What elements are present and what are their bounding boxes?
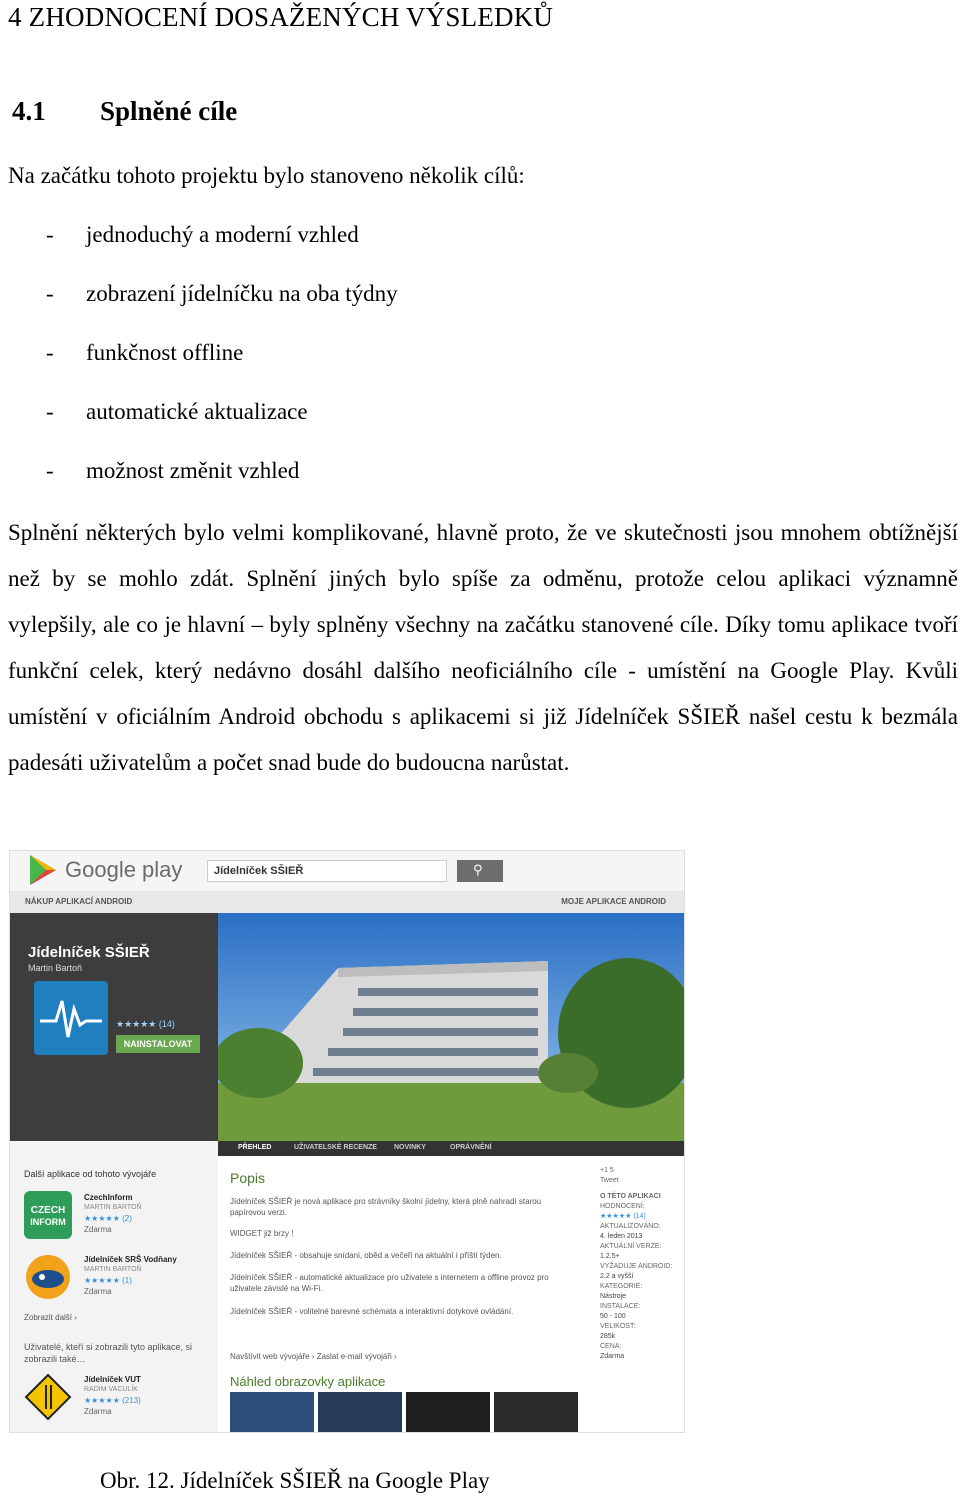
meta-label: INSTALACE: — [600, 1303, 641, 1310]
description-line: Jídelníček SŠIEŘ - automatické aktualizace pro uživatele s internetem a offline provoz pro uživatele závislé na Wi-Fi. — [230, 1273, 549, 1293]
more-apps-title: Další aplikace od tohoto vývojáře — [24, 1169, 157, 1179]
app-meta — [600, 1166, 680, 1362]
search-button[interactable] — [457, 860, 503, 882]
section-number: 4.1 — [12, 96, 46, 126]
list-item: - zobrazení jídelníčku na oba týdny — [46, 281, 398, 306]
list-item-text: funkčnost offline — [86, 340, 244, 365]
google-play-screenshot — [9, 850, 685, 1433]
screenshot-thumb[interactable] — [494, 1392, 578, 1433]
screenshots-title: Náhled obrazovky aplikace — [230, 1374, 386, 1389]
body-paragraph: Splnění některých bylo velmi komplikované, hlavně proto, že ve skutečnosti jsou mnohem obtížnější než by se mohlo zdát. Splnění jiných bylo spíše za odměnu, protože celou aplikaci významně vylepšily, ale co je hlavní – byly splněny všechny na začátku stanovené cíle. Díky tomu aplikace tvoří funkční celek, který nedávno dosáhl dalšího neoficiálního cíle - umístění na Google Play. Kvůli umístění v oficiálním Android obchodu s aplikacemi si již Jídelníček SŠIEŘ našel cestu k bezmála padesáti uživatelům a počet snad bude do budoucna narůstat. — [8, 520, 958, 775]
intro-text: Na začátku tohoto projektu bylo stanoveno několik cílů: — [8, 163, 525, 188]
school-building-image — [218, 913, 685, 1141]
search-input[interactable]: Jídelníček SŠIEŘ — [207, 860, 447, 882]
czechinform-icon — [24, 1191, 72, 1239]
play-nav — [10, 891, 685, 913]
section-heading: Splněné cíle — [100, 96, 238, 126]
side-app-rating: ★★★★★ (1) — [84, 1276, 132, 1285]
meta-value: ★★★★★ (14) — [600, 1213, 646, 1220]
play-logo-icon — [26, 853, 60, 887]
side-app-rating: ★★★★★ (213) — [84, 1396, 141, 1405]
developer-links[interactable]: Navštívit web vývojáře › Zaslat e-mail vývojáři › — [230, 1352, 397, 1361]
description-line: Jídelníček SŠIEŘ je nová aplikace pro strávníky školní jídelny, která plně nahradí starou papírovou verzi. — [230, 1197, 542, 1217]
section-title — [12, 96, 237, 127]
meta-label: VELIKOST: — [600, 1323, 636, 1330]
about-title: O TÉTO APLIKACI — [600, 1193, 661, 1200]
tab-news[interactable]: NOVINKY — [394, 1144, 426, 1151]
meta-value: 2.2 a vyšší — [600, 1273, 634, 1280]
cutlery-sign-icon — [24, 1373, 72, 1421]
side-app-price: Zdarma — [84, 1287, 112, 1296]
meta-value: 285k — [600, 1333, 616, 1340]
nav-my-apps[interactable]: MOJE APLIKACE ANDROID — [561, 897, 666, 906]
list-item[interactable] — [24, 1191, 214, 1241]
play-logo-text: Google play — [65, 857, 183, 882]
side-app-name: Jídelníček SRŠ Vodňany — [84, 1255, 177, 1264]
meta-label: VYŽADUJE ANDROID: — [600, 1263, 673, 1270]
fish-icon — [24, 1253, 72, 1301]
list-item-text: možnost změnit vzhled — [86, 458, 300, 483]
meta-value: Zdarma — [600, 1353, 625, 1360]
description-line: Jídelníček SŠIEŘ - volitelné barevné schémata a interaktivní dotykové ovládání. — [230, 1307, 514, 1316]
screenshot-thumb[interactable] — [406, 1392, 490, 1433]
play-topbar — [10, 851, 685, 891]
list-item: - funkčnost offline — [46, 340, 244, 365]
also-viewed-title: Uživatelé, kteří si zobrazili tyto aplikace, si zobrazili také… — [24, 1342, 193, 1364]
side-app-price: Zdarma — [84, 1225, 112, 1234]
list-item[interactable] — [24, 1253, 214, 1303]
meta-value: Nástroje — [600, 1293, 627, 1300]
meta-value: 50 - 100 — [600, 1313, 626, 1320]
list-item[interactable] — [24, 1373, 214, 1423]
description-line: Jídelníček SŠIEŘ - obsahuje snídani, oběd a večeři na aktuální i příští týden. — [230, 1251, 502, 1260]
tab-reviews[interactable]: UŽIVATELSKÉ RECENZE — [294, 1144, 377, 1151]
tab-overview[interactable]: PŘEHLED — [238, 1144, 272, 1151]
plus-one-button[interactable]: +1 5 — [600, 1167, 614, 1174]
meta-label: KATEGORIE: — [600, 1283, 643, 1290]
screenshots-strip — [230, 1392, 580, 1433]
app-title: Jídelníček SŠIEŘ — [28, 944, 150, 961]
list-item-text: zobrazení jídelníčku na oba týdny — [86, 281, 398, 306]
app-developer[interactable]: Martin Bartoň — [28, 963, 83, 973]
screenshot-thumb[interactable] — [318, 1392, 402, 1433]
tweet-button[interactable]: Tweet — [600, 1177, 619, 1184]
app-pulse-icon — [34, 981, 108, 1055]
meta-label: AKTUÁLNÍ VERZE: — [600, 1243, 662, 1250]
chapter-title: 4 ZHODNOCENÍ DOSAŽENÝCH VÝSLEDKŮ — [8, 2, 554, 32]
side-app-rating: ★★★★★ (2) — [84, 1214, 132, 1223]
search-icon: ⚲ — [473, 862, 483, 877]
side-app-name: CzechInform — [84, 1193, 133, 1202]
meta-value: 1.2.5+ — [600, 1253, 620, 1260]
description-line: WIDGET již brzy ! — [230, 1229, 294, 1238]
show-more-link[interactable]: Zobrazit další › — [24, 1313, 77, 1322]
list-item-text: automatické aktualizace — [86, 399, 308, 424]
app-rating: ★★★★★ (14) — [116, 1019, 175, 1029]
side-app-dev: RADIM VACULÍK — [84, 1386, 138, 1393]
list-item-text: jednoduchý a moderní vzhled — [86, 222, 359, 247]
meta-label: AKTUALIZOVÁNO: — [600, 1223, 661, 1230]
side-app-dev: MARTIN BARTOŇ — [84, 1266, 142, 1273]
side-app-price: Zdarma — [84, 1407, 112, 1416]
meta-label: HODNOCENÍ: — [600, 1203, 645, 1210]
svg-text:INFORM: INFORM — [30, 1217, 66, 1227]
figure-caption: Obr. 12. Jídelníček SŠIEŘ na Google Play — [100, 1468, 490, 1493]
list-item: - automatické aktualizace — [46, 399, 308, 424]
nav-shop-apps[interactable]: NÁKUP APLIKACÍ ANDROID — [25, 897, 133, 906]
app-description-panel — [218, 1156, 685, 1433]
install-button[interactable]: NAINSTALOVAT — [116, 1035, 200, 1053]
side-app-name: Jídelníček VUT — [84, 1375, 141, 1384]
meta-label: CENA: — [600, 1343, 622, 1350]
list-item: - možnost změnit vzhled — [46, 458, 300, 483]
meta-value: 4. leden 2013 — [600, 1233, 643, 1240]
svg-text:CZECH: CZECH — [30, 1205, 66, 1216]
side-app-dev: MARTIN BARTOŇ — [84, 1204, 142, 1211]
screenshot-thumb[interactable] — [230, 1392, 314, 1433]
tab-permissions[interactable]: OPRÁVNĚNÍ — [450, 1144, 492, 1151]
description-title: Popis — [230, 1170, 266, 1186]
list-item: - jednoduchý a moderní vzhled — [46, 222, 359, 247]
app-tabs — [218, 1141, 685, 1156]
